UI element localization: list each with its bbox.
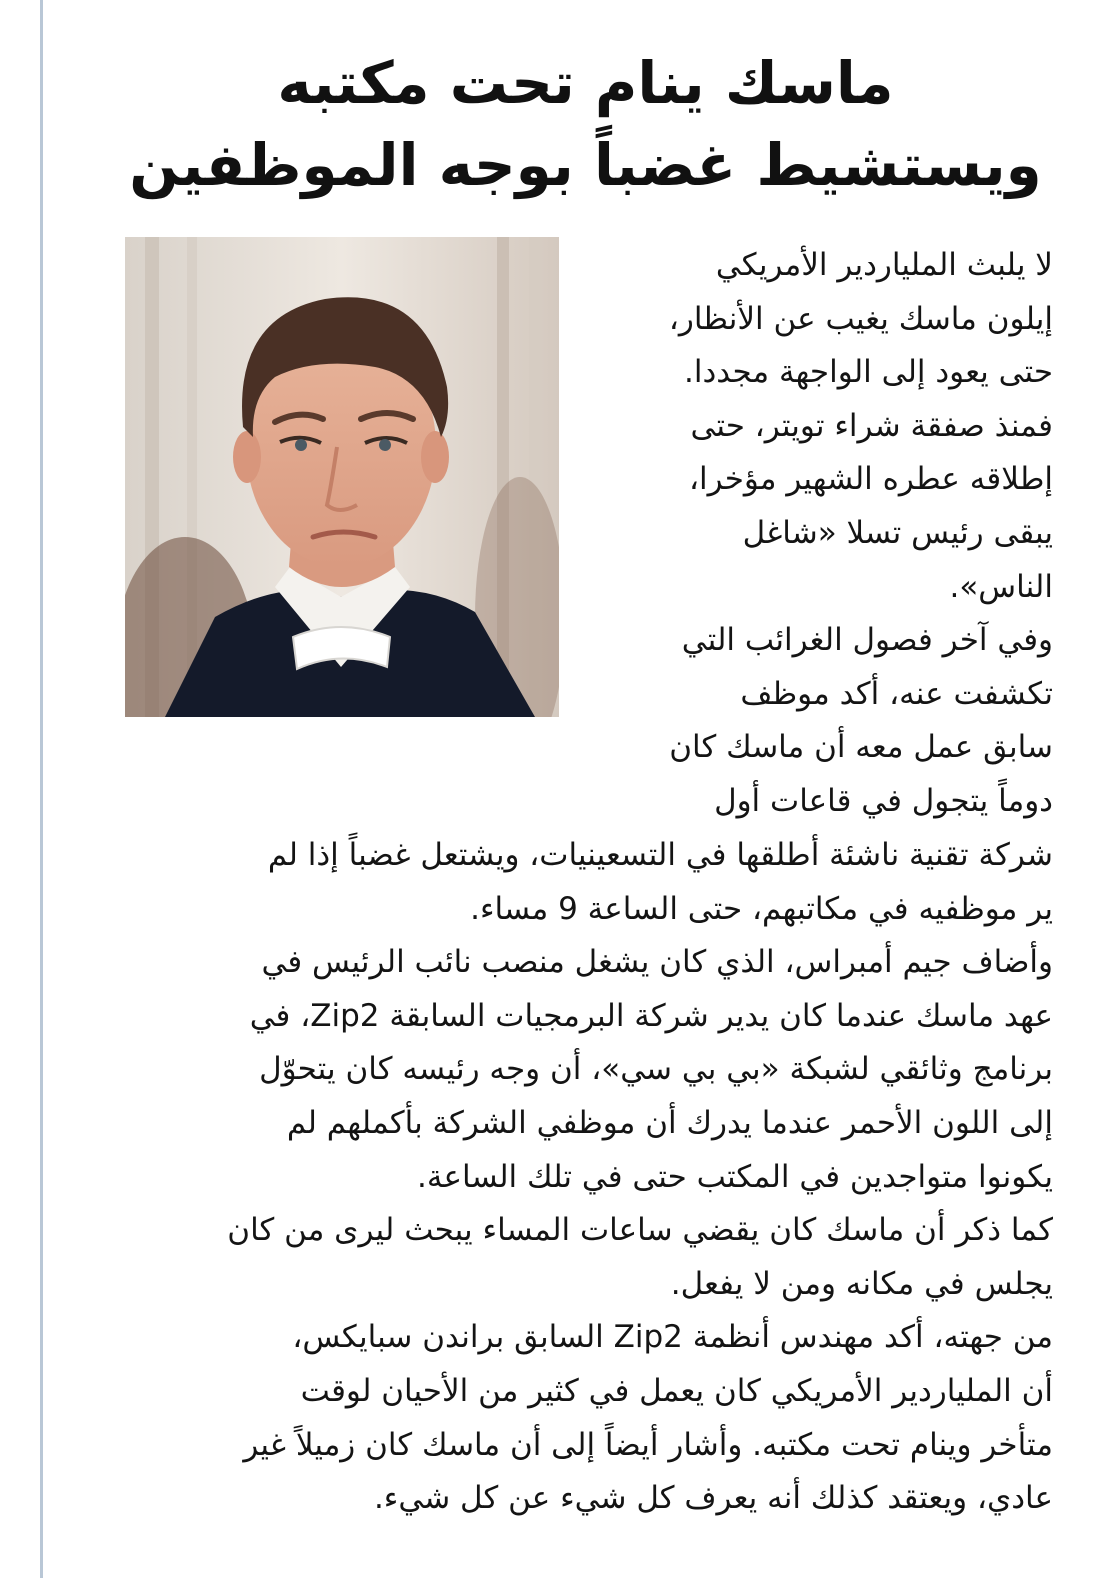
- column-line: دوماً يتجول في قاعات أول: [714, 782, 1053, 819]
- article-headline: [120, 42, 1051, 206]
- column-line: سابق عمل معه أن ماسك كان: [669, 729, 1053, 766]
- body-line: ير موظفيه في مكاتبهم، حتى الساعة 9 مساء.: [470, 890, 1053, 927]
- page-margin-rule: [40, 0, 43, 1578]
- column-line: فمنذ صفقة شراء تويتر، حتى: [690, 407, 1053, 444]
- column-line: الناس».: [949, 568, 1053, 605]
- body-line: أن الملياردير الأمريكي كان يعمل في كثير من الأحيان لوقت: [300, 1372, 1053, 1409]
- body-line: كما ذكر أن ماسك كان يقضي ساعات المساء يبحث ليرى من كان: [227, 1212, 1053, 1249]
- column-line: إيلون ماسك يغيب عن الأنظار،: [668, 300, 1053, 337]
- body-line: يكونوا متواجدين في المكتب حتى في تلك الساعة.: [417, 1158, 1053, 1195]
- column-line: حتى يعود إلى الواجهة مجددا.: [684, 354, 1053, 391]
- portrait-photo-icon: [125, 237, 559, 717]
- body-line: من جهته، أكد مهندس أنظمة Zip2 السابق براندن سبايكس،: [292, 1319, 1053, 1356]
- body-line: وأضاف جيم أمبراس، الذي كان يشغل منصب نائب الرئيس في: [261, 944, 1053, 981]
- headline-line-1: ماسك ينام تحت مكتبه: [277, 49, 894, 117]
- body-line: عهد ماسك عندما كان يدير شركة البرمجيات السابقة Zip2، في: [249, 997, 1053, 1034]
- column-line: لا يلبث الملياردير الأمريكي: [715, 247, 1053, 283]
- column-line: تكشفت عنه، أكد موظف: [740, 675, 1053, 712]
- headline-line-2: ويستشيط غضباً بوجه الموظفين: [129, 131, 1042, 199]
- article-body-text: [124, 829, 1053, 1526]
- column-line: إطلاقه عطره الشهير مؤخرا،: [688, 461, 1053, 498]
- column-line: وفي آخر فصول الغرائب التي: [681, 622, 1053, 659]
- body-line: إلى اللون الأحمر عندما يدرك أن موظفي الشركة بأكملهم لم: [286, 1104, 1053, 1141]
- body-line: يجلس في مكانه ومن لا يفعل.: [670, 1265, 1053, 1302]
- body-line: برنامج وثائقي لشبكة «بي بي سي»، أن وجه رئيسه كان يتحوّل: [259, 1051, 1053, 1088]
- article-column-text: [600, 239, 1053, 829]
- article-photo: [125, 237, 559, 717]
- body-line: شركة تقنية ناشئة أطلقها في التسعينيات، ويشتعل غضباً إذا لم: [267, 837, 1053, 873]
- column-line: يبقى رئيس تسلا «شاغل: [742, 514, 1053, 551]
- body-line: عادي، ويعتقد كذلك أنه يعرف كل شيء عن كل شيء.: [373, 1480, 1053, 1517]
- body-line: متأخر وينام تحت مكتبه. وأشار أيضاً إلى أن ماسك كان زميلاً غير: [243, 1426, 1053, 1463]
